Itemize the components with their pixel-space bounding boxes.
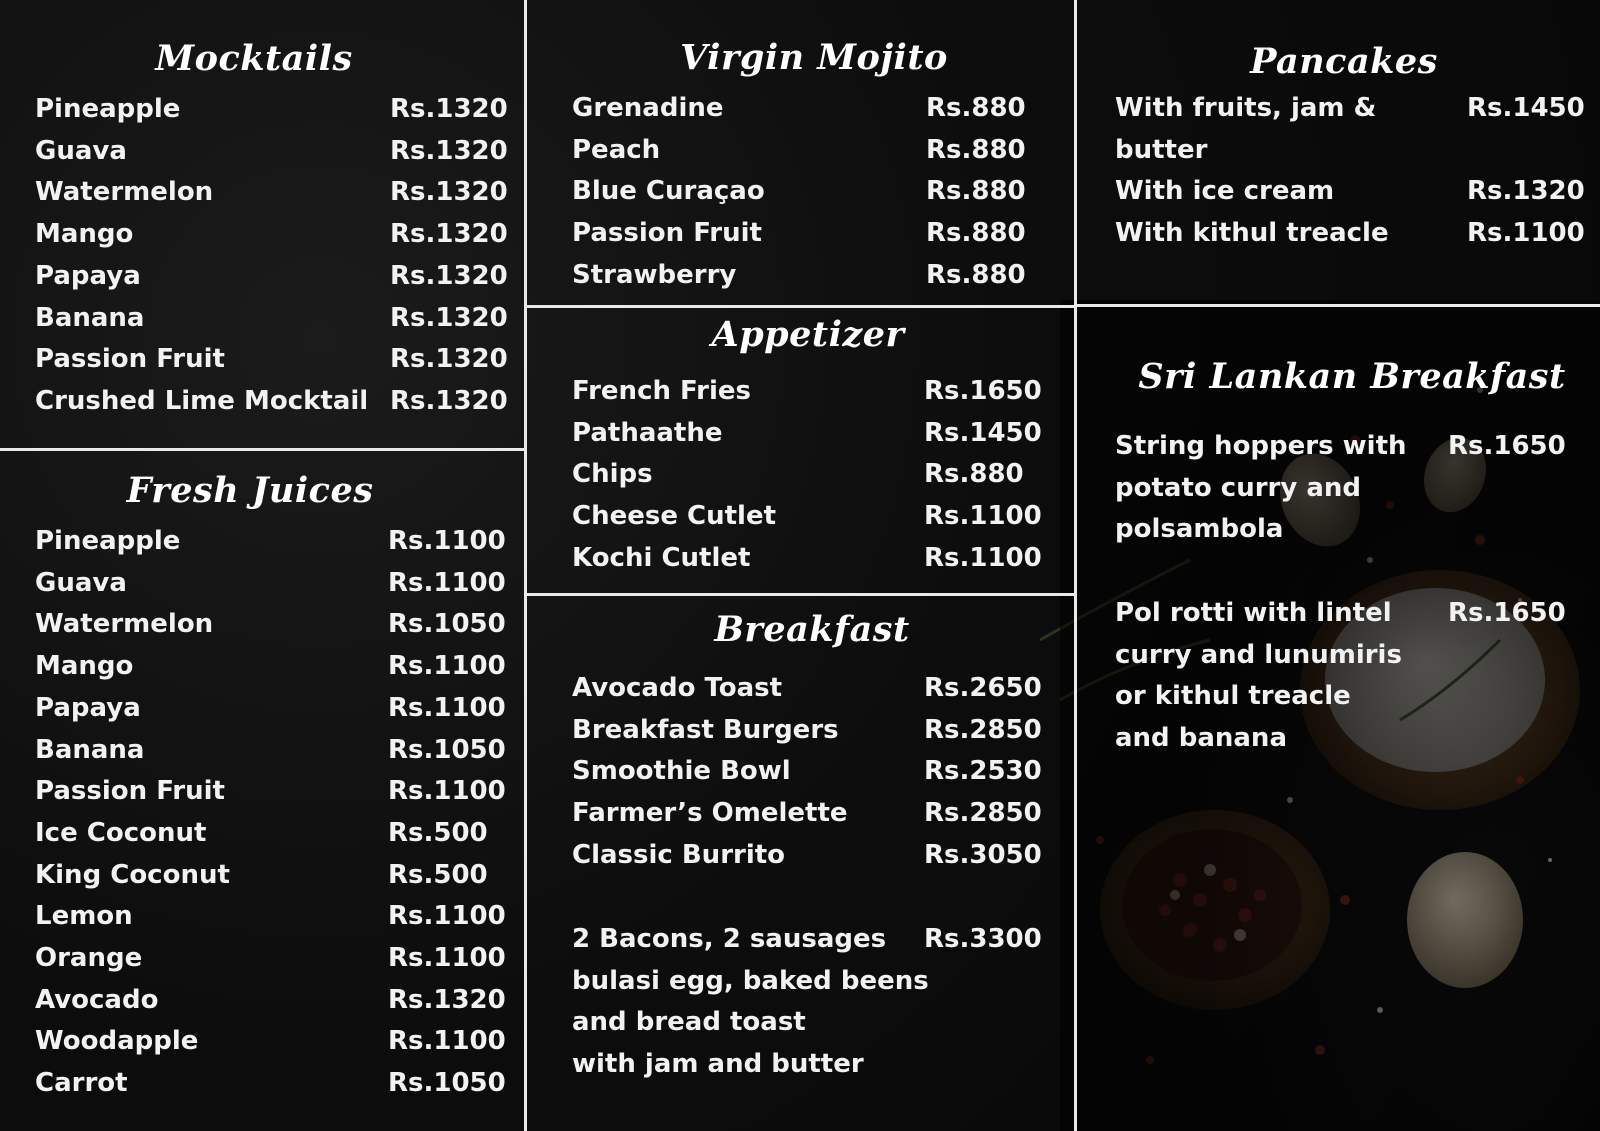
menu-item-name: Chips (572, 459, 653, 490)
menu-item-price: Rs.1100 (924, 501, 1042, 532)
menu-item-name: Woodapple (35, 1026, 199, 1057)
menu-item-name-line: bulasi egg, baked beens (572, 965, 929, 996)
menu-item-price: Rs.1100 (388, 567, 506, 598)
menu-item-price: Rs.1650 (1448, 598, 1566, 628)
menu-item-name: Blue Curaçao (572, 176, 765, 207)
menu-item-price: Rs.3300 (924, 924, 1042, 954)
section-title: Sri Lankan Breakfast (1138, 356, 1566, 397)
menu-item-name-line: with jam and butter (572, 1049, 864, 1080)
menu-item-name: Papaya (35, 692, 141, 723)
menu-item-price: Rs.1320 (390, 135, 508, 166)
menu-item-name-line: or kithul treacle (1115, 681, 1351, 712)
menu-item-price: Rs.1320 (390, 94, 508, 124)
menu-item-price: Rs.2850 (924, 798, 1042, 829)
menu-item-name: Farmer’s Omelette (572, 798, 848, 829)
menu-item-price: Rs.1650 (924, 376, 1042, 406)
section-title: Mocktails (155, 38, 353, 79)
menu-item-name-line: 2 Bacons, 2 sausages (572, 924, 887, 954)
menu-item-price: Rs.880 (926, 176, 1026, 207)
section-divider (527, 593, 1074, 596)
menu-item-price: Rs.1650 (1448, 431, 1566, 461)
section-title: Pancakes (1250, 41, 1438, 82)
section-title: Breakfast (714, 609, 910, 650)
menu-item-name: Avocado Toast (572, 673, 783, 703)
menu-item-price: Rs.1050 (388, 609, 506, 640)
menu-item-price: Rs.1320 (390, 260, 508, 291)
menu-item-price: Rs.1100 (1467, 218, 1585, 248)
menu-item-price: Rs.880 (926, 218, 1026, 249)
menu-item-name-line: butter (1115, 134, 1208, 165)
section-divider (1077, 304, 1600, 307)
menu-item-price: Rs.1100 (388, 776, 506, 807)
menu-item-price: Rs.2530 (924, 756, 1042, 787)
menu-item-name: Mango (35, 651, 134, 682)
menu-item-price: Rs.500 (388, 817, 488, 848)
menu-item-price: Rs.1100 (388, 526, 506, 556)
menu-item-price: Rs.1320 (390, 219, 508, 250)
menu-item-name-line: curry and lunumiris (1115, 639, 1402, 670)
menu-item-price: Rs.1320 (1467, 176, 1585, 206)
menu-item-name-line: With fruits, jam & (1115, 93, 1377, 123)
menu-item-name: Breakfast Burgers (572, 714, 839, 745)
menu-item-name: Cheese Cutlet (572, 501, 777, 532)
column-divider (1074, 0, 1077, 1131)
menu-item-name: Pathaathe (572, 417, 723, 448)
menu-item-name: Grenadine (572, 93, 724, 123)
menu-item-name: Classic Burrito (572, 839, 786, 870)
menu-item-price: Rs.1050 (388, 734, 506, 765)
section-title: Virgin Mojito (680, 37, 948, 78)
menu-item-name-line: potato curry and (1115, 472, 1362, 503)
menu-item-name: Banana (35, 302, 145, 333)
menu-item-price: Rs.1320 (390, 177, 508, 208)
menu-item-name: Smoothie Bowl (572, 756, 791, 787)
menu-item-price: Rs.1100 (388, 692, 506, 723)
menu-item-name: Pineapple (35, 94, 181, 124)
section-divider (0, 448, 524, 451)
menu-item-name-line: Pol rotti with lintel (1115, 598, 1392, 628)
menu-item-name: Crushed Lime Mocktail (35, 385, 369, 416)
menu-item-name-line: With kithul treacle (1115, 218, 1389, 248)
menu-item-price: Rs.1320 (390, 344, 508, 375)
menu-item-name: Guava (35, 567, 127, 598)
menu-item-price: Rs.1320 (390, 385, 508, 416)
column-divider (524, 0, 527, 1131)
section-title: Appetizer (711, 314, 905, 355)
menu-item-name: Watermelon (35, 609, 214, 640)
menu-item-name: Orange (35, 943, 143, 973)
menu-item-name: Strawberry (572, 259, 737, 290)
menu-item-name: French Fries (572, 376, 751, 406)
menu-item-price: Rs.1050 (388, 1068, 506, 1099)
section-title: Fresh Juices (126, 470, 374, 511)
menu-item-price: Rs.880 (926, 93, 1026, 123)
menu-item-name: Passion Fruit (35, 776, 225, 807)
menu-item-price: Rs.880 (926, 134, 1026, 165)
menu-item-price: Rs.3050 (924, 839, 1042, 870)
menu-item-name-line: String hoppers with (1115, 431, 1407, 461)
menu-item-name: Avocado (35, 984, 159, 1015)
menu-item-price: Rs.1450 (924, 417, 1042, 448)
menu-item-price: Rs.500 (388, 859, 488, 890)
menu-item-name: Passion Fruit (35, 344, 225, 375)
menu-item-price: Rs.1320 (390, 302, 508, 333)
menu-item-name: Passion Fruit (572, 218, 762, 249)
menu-item-price: Rs.1100 (388, 901, 506, 932)
menu-item-name-line: With ice cream (1115, 176, 1335, 206)
menu-item-name: Guava (35, 135, 127, 166)
menu-item-name-line: polsambola (1115, 514, 1284, 545)
menu-item-name: Peach (572, 134, 661, 165)
menu-item-name: Watermelon (35, 177, 214, 208)
menu-item-price: Rs.2850 (924, 714, 1042, 745)
menu-item-price: Rs.1100 (924, 542, 1042, 573)
menu-item-price: Rs.880 (924, 459, 1024, 490)
menu-item-name: Carrot (35, 1068, 128, 1099)
menu-item-name: Ice Coconut (35, 817, 207, 848)
menu-item-price: Rs.1320 (388, 984, 506, 1015)
menu-item-name: Mango (35, 219, 134, 250)
menu-item-price: Rs.1100 (388, 651, 506, 682)
menu-item-price: Rs.1100 (388, 1026, 506, 1057)
menu-item-price: Rs.880 (926, 259, 1026, 290)
menu-item-name-line: and banana (1115, 723, 1287, 754)
menu-item-name: Pineapple (35, 526, 181, 556)
menu-item-name: Lemon (35, 901, 133, 932)
section-divider (527, 305, 1074, 308)
menu-item-name: Banana (35, 734, 145, 765)
menu-item-name: King Coconut (35, 859, 230, 890)
menu-item-name-line: and bread toast (572, 1007, 806, 1038)
menu-item-name: Papaya (35, 260, 141, 291)
menu-item-name: Kochi Cutlet (572, 542, 751, 573)
menu-item-price: Rs.2650 (924, 673, 1042, 703)
menu-item-price: Rs.1450 (1467, 93, 1585, 123)
menu-item-price: Rs.1100 (388, 943, 506, 973)
